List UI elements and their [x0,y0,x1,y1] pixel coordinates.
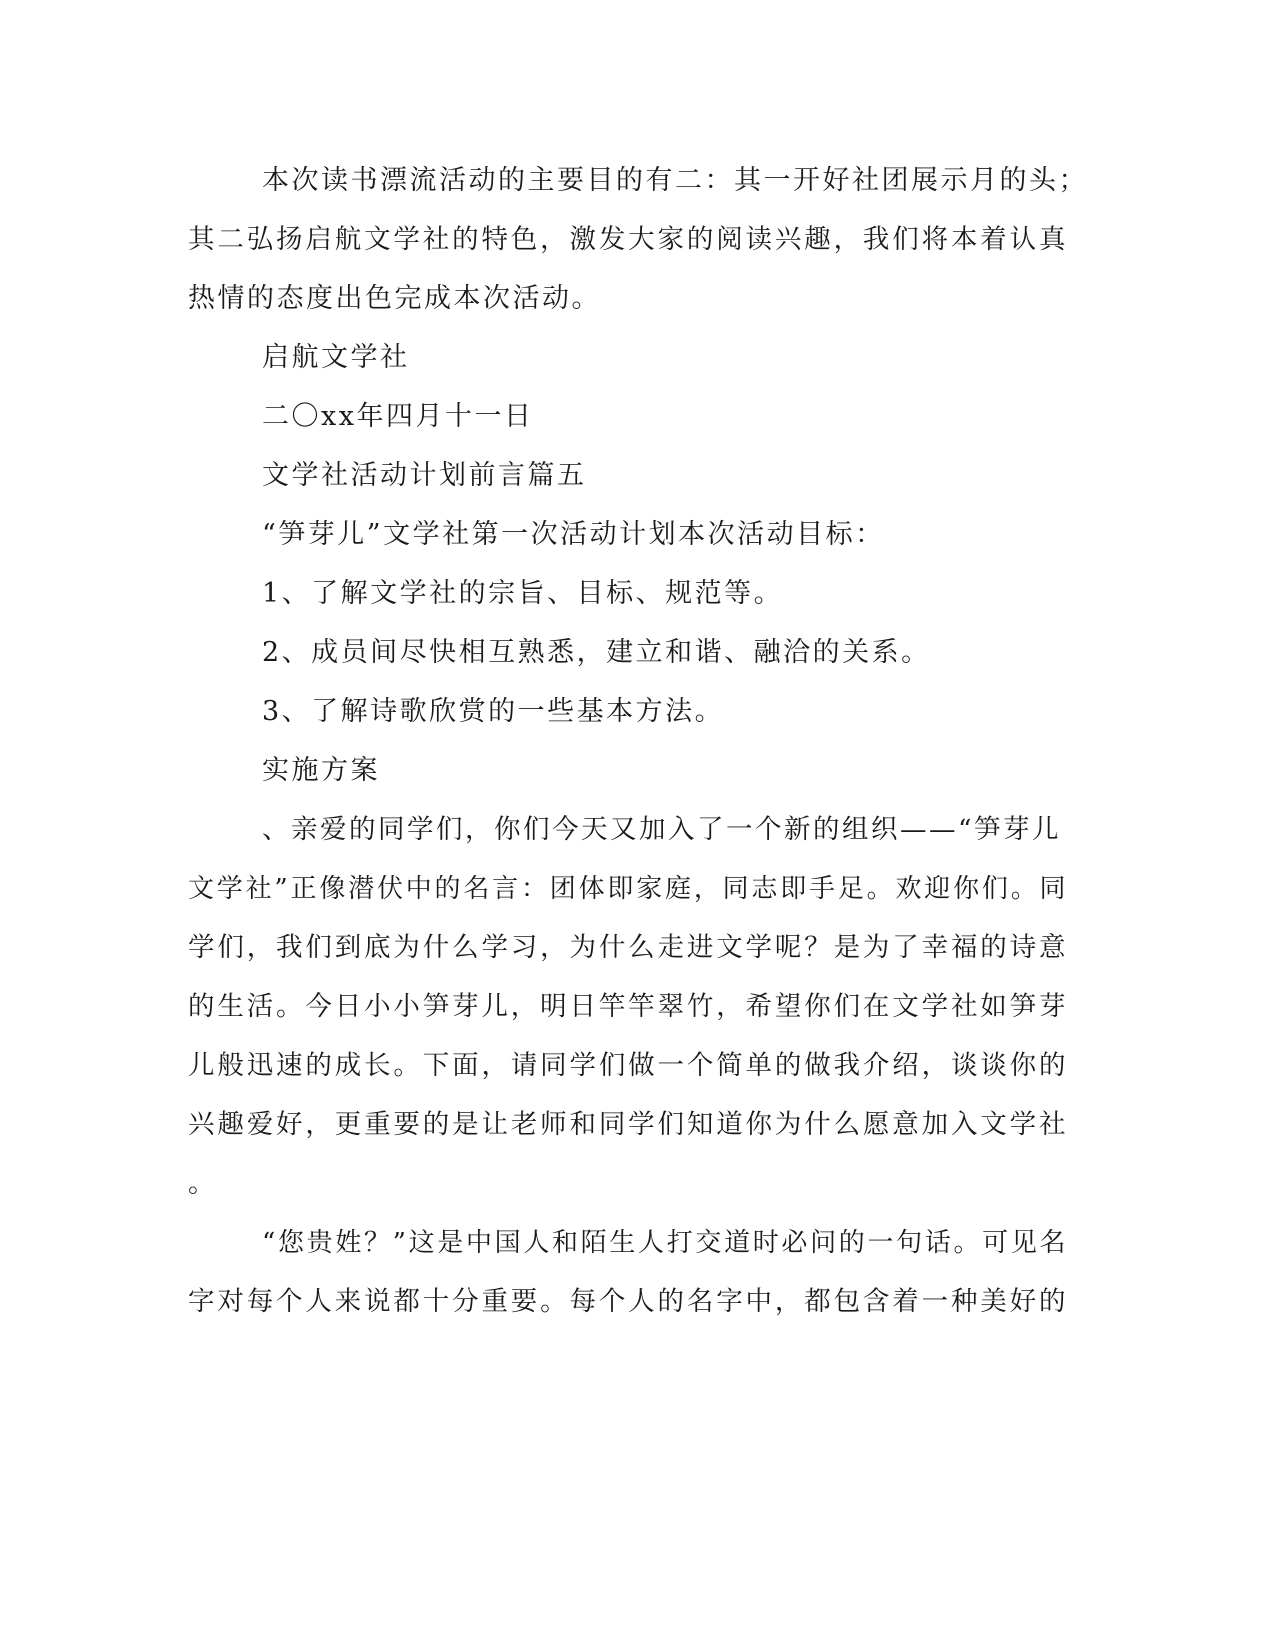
paragraph-line: 、亲爱的同学们，你们今天又加入了一个新的组织——“笋芽儿 [262,814,1062,845]
paragraph-line: 热情的态度出色完成本次活动。 [188,283,601,314]
paragraph-line: 字对每个人来说都十分重要。每个人的名字中，都包含着一种美好的 [188,1286,1068,1317]
goal-item: 3、了解诗歌欣赏的一些基本方法。 [262,696,725,727]
paragraph-line: 本次读书漂流活动的主要目的有二：其一开好社团展示月的头； [262,165,1088,196]
subsection-heading: 实施方案 [262,755,380,786]
paragraph-line: 儿般迅速的成长。下面，请同学们做一个简单的做我介绍，谈谈你的 [188,1050,1068,1081]
goal-item: 2、成员间尽快相互熟悉，建立和谐、融洽的关系。 [262,637,931,668]
paragraph-line: 兴趣爱好，更重要的是让老师和同学们知道你为什么愿意加入文学社 [188,1109,1068,1140]
paragraph-line: 。 [188,1168,218,1199]
section-heading: 文学社活动计划前言篇五 [262,460,587,491]
paragraph-line: 学们，我们到底为什么学习，为什么走进文学呢？是为了幸福的诗意 [188,932,1068,963]
signature-date: 二〇xx年四月十一日 [262,401,534,432]
paragraph-line: “您贵姓？”这是中国人和陌生人打交道时必问的一句话。可见名 [262,1228,1068,1258]
paragraph-line: 其二弘扬启航文学社的特色，激发大家的阅读兴趣，我们将本着认真 [188,224,1068,255]
plan-title: “笋芽儿”文学社第一次活动计划本次活动目标： [262,519,885,550]
paragraph-line: 文学社”正像潜伏中的名言：团体即家庭，同志即手足。欢迎你们。同 [188,874,1068,904]
goal-item: 1、了解文学社的宗旨、目标、规范等。 [262,578,784,609]
signature-organization: 启航文学社 [262,342,410,373]
paragraph-line: 的生活。今日小小笋芽儿，明日竿竿翠竹，希望你们在文学社如笋芽 [188,991,1068,1022]
